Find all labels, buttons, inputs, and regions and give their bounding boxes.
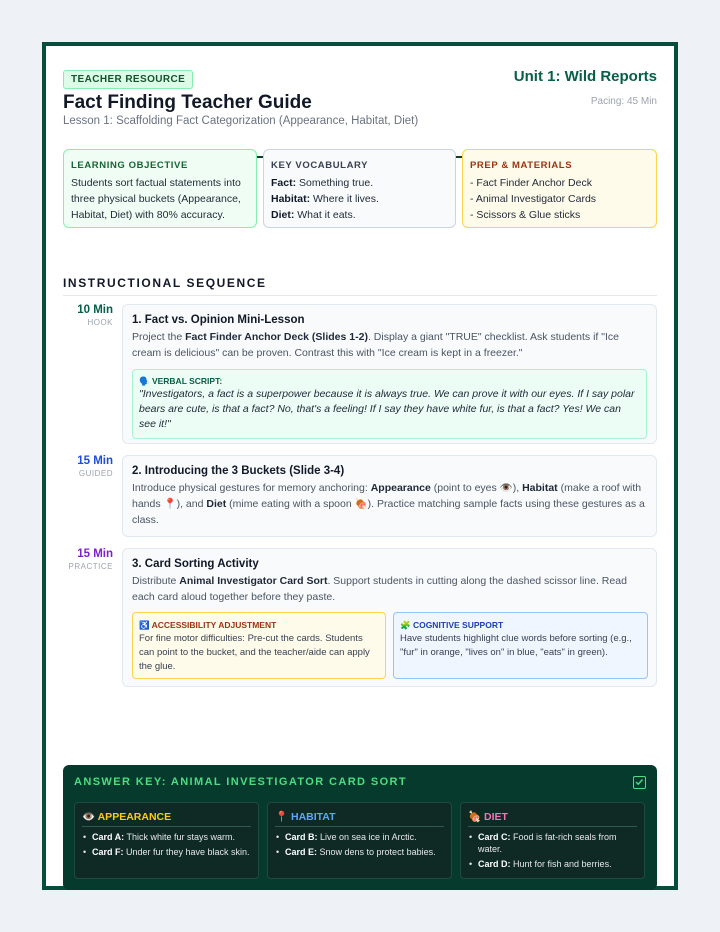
step-minutes: 15 Min xyxy=(77,548,113,560)
step-minutes: 15 Min xyxy=(77,455,113,467)
verbal-script-text: "Investigators, a fact is a superpower because it is always true. We can prove it with our eyes. If I say polar bears are cute, is that a fact? No, that's a feeling! If I say they have white fur, is that a fact? Yes! We can see it!" xyxy=(139,388,635,430)
checkbox-icon xyxy=(633,776,646,789)
step-box xyxy=(122,548,657,687)
prep-item: - Fact Finder Anchor Deck xyxy=(470,177,592,189)
step-phase: PRACTICE xyxy=(68,562,113,571)
cognitive-support-box xyxy=(393,612,648,679)
overview-cards xyxy=(63,149,657,228)
step-description: Distribute Animal Investigator Card Sort. Support students in cutting along the dashed scissor line. Read each card aloud together before they paste. xyxy=(132,575,627,603)
objective-text: Students sort factual statements into three physical buckets (Appearance, Habitat, Diet) with 80% accuracy. xyxy=(71,177,241,221)
step-description: Project the Fact Finder Anchor Deck (Slides 1-2). Display a giant "TRUE" checklist. Ask students if "Ice cream is delicious" can be proven. Contrast this with "Ice cream is kept in a freezer." xyxy=(132,331,619,359)
step-description: Introduce physical gestures for memory anchoring: Appearance (point to eyes 👁️), Habitat (make a roof with hands 📍), and Diet (mime eating with a spoon 🍖). Practice matching sample facts using these gestures as a class. xyxy=(132,482,645,526)
list-item: • Card C: Food is fat-rich seals from water. xyxy=(468,831,637,855)
instructional-sequence-heading: INSTRUCTIONAL SEQUENCE xyxy=(63,276,657,296)
habitat-column xyxy=(267,802,452,879)
prep-item: - Scissors & Glue sticks xyxy=(470,209,581,221)
appearance-column xyxy=(74,802,259,879)
accessibility-label: ♿ ACCESSIBILITY ADJUSTMENT xyxy=(139,620,277,630)
step-time xyxy=(63,304,113,327)
step-box xyxy=(122,455,657,537)
answer-key-panel xyxy=(63,765,657,890)
prep-materials-card xyxy=(462,149,657,228)
teacher-resource-badge: TEACHER RESOURCE xyxy=(63,70,193,89)
step-time xyxy=(63,548,113,571)
diet-heading: 🍖 DIET xyxy=(468,810,637,827)
list-item: • Card E: Snow dens to protect babies. xyxy=(275,846,444,858)
page-header xyxy=(63,68,657,158)
accessibility-adjustment-box xyxy=(132,612,386,679)
step-title: 2. Introducing the 3 Buckets (Slide 3-4) xyxy=(132,465,345,477)
step-minutes: 10 Min xyxy=(77,304,113,316)
list-item: • Card A: Thick white fur stays warm. xyxy=(82,831,251,843)
answer-key-columns xyxy=(74,802,646,879)
step-phase: GUIDED xyxy=(78,469,113,478)
step-title: 3. Card Sorting Activity xyxy=(132,558,259,570)
vocabulary-heading: KEY VOCABULARY xyxy=(271,160,369,171)
vocab-item: Fact: Something true. xyxy=(271,177,374,189)
lesson-subtitle: Lesson 1: Scaffolding Fact Categorization (Appearance, Habitat, Diet) xyxy=(63,115,419,127)
list-item: • Card B: Live on sea ice in Arctic. xyxy=(275,831,444,843)
lesson-page xyxy=(42,42,678,890)
verbal-script-box xyxy=(132,369,647,439)
learning-objective-card xyxy=(63,149,257,228)
objective-heading: LEARNING OBJECTIVE xyxy=(71,160,188,171)
habitat-heading: 📍 HABITAT xyxy=(275,810,444,827)
diet-column xyxy=(460,802,645,879)
unit-title: Unit 1: Wild Reports xyxy=(513,68,657,85)
accessibility-text: For fine motor difficulties: Pre-cut the cards. Students can point to the bucket, and the teacher/aide can apply the glue. xyxy=(139,633,370,672)
cognitive-support-text: Have students highlight clue words before sorting (e.g., "fur" in orange, "lives on" in blue, "eats" in green). xyxy=(400,633,632,658)
pacing-label: Pacing: 45 Min xyxy=(590,96,657,107)
page-title: Fact Finding Teacher Guide xyxy=(63,92,312,113)
prep-heading: PREP & MATERIALS xyxy=(470,160,573,171)
verbal-script-label: 🗣️ VERBAL SCRIPT: xyxy=(139,376,223,386)
answer-key-title: ANSWER KEY: ANIMAL INVESTIGATOR CARD SORT xyxy=(74,776,408,788)
step-box xyxy=(122,304,657,444)
list-item: • Card D: Hunt for fish and berries. xyxy=(468,858,637,870)
vocab-item: Habitat: Where it lives. xyxy=(271,193,379,205)
cognitive-support-label: 🧩 COGNITIVE SUPPORT xyxy=(400,620,504,630)
appearance-heading: 👁️ APPEARANCE xyxy=(82,810,251,827)
key-vocabulary-card xyxy=(263,149,456,228)
step-time xyxy=(63,455,113,478)
step-phase: HOOK xyxy=(87,318,113,327)
vocab-item: Diet: What it eats. xyxy=(271,209,356,221)
list-item: • Card F: Under fur they have black skin. xyxy=(82,846,251,858)
step-title: 1. Fact vs. Opinion Mini-Lesson xyxy=(132,314,305,326)
prep-item: - Animal Investigator Cards xyxy=(470,193,597,205)
support-boxes xyxy=(132,612,647,679)
